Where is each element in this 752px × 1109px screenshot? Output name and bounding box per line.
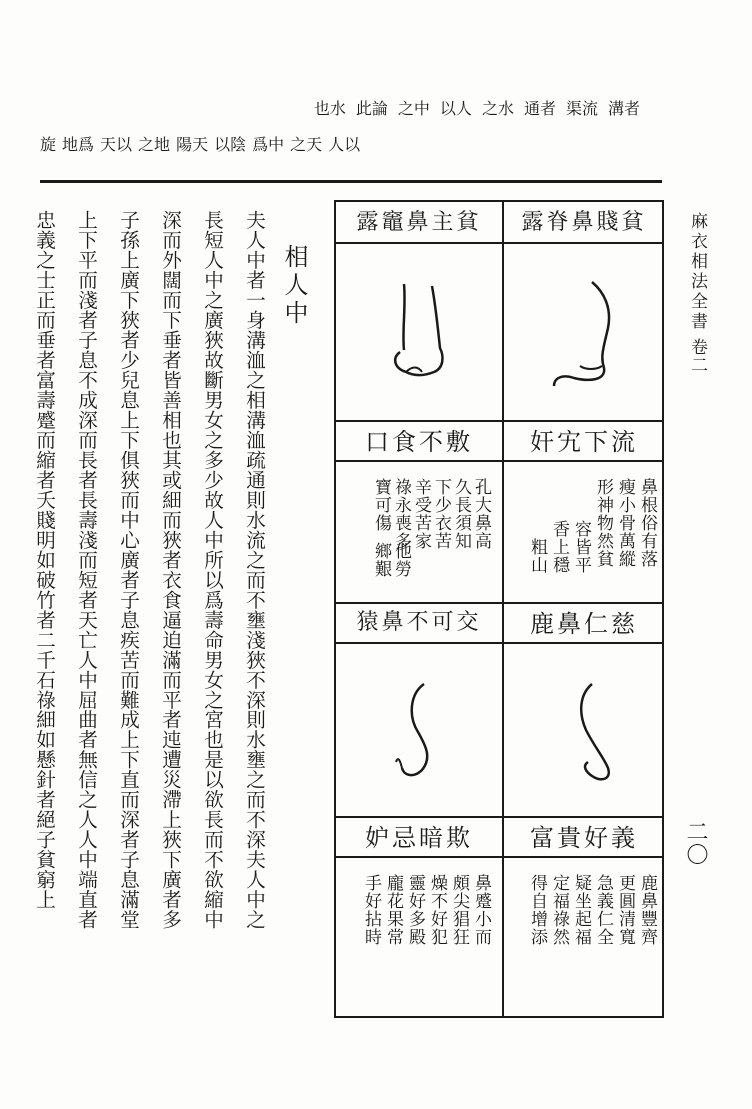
annotation-cell: 人以 xyxy=(328,135,361,154)
diagram-title-bottom: 妒忌暗欺 xyxy=(365,824,473,852)
title-rule xyxy=(336,816,662,818)
poem-column: 龐花果常 xyxy=(383,874,403,946)
annotation-cell: 之天 xyxy=(290,135,323,154)
title-rule xyxy=(336,420,662,422)
annotation-cell: 此論 xyxy=(355,99,388,118)
annotation-cell: 之水 xyxy=(481,99,514,118)
poem-column: 形神物然貧 xyxy=(593,478,613,568)
diagram-grid xyxy=(334,200,664,1018)
poem-column: 得自增添 xyxy=(527,874,547,946)
title-rule xyxy=(336,856,662,858)
title-rule xyxy=(336,460,662,462)
annotation-cell: 地爲 xyxy=(62,135,95,154)
body-column: 上下平而淺者子息不成深而長者長壽淺而短者天亡人中屈曲者無信之人人中端直者 xyxy=(74,210,98,930)
annotation-cell: 爲中 xyxy=(252,135,285,154)
body-column: 夫人中者一身溝洫之相溝洫疏通則水流之而不壅淺狹不深則水壅之而不深夫人中之 xyxy=(242,210,266,930)
poem-column: 辛受苦家 xyxy=(411,478,431,550)
book-title: 麻衣相法全書 xyxy=(687,212,707,332)
body-column: 子孫上廣下狹者少兒息上下俱狹而中心廣者子息疾苦而難成上下直而深者子息滿堂 xyxy=(116,210,140,930)
poem-column: 手好拈時 xyxy=(361,874,381,946)
poem-column: 容皆平 xyxy=(571,520,591,574)
poem-column: 香上穩 xyxy=(549,520,569,574)
body-column: 長短人中之廣狹故斷男女之多少故人中所以爲壽命男女之宮也是以欲長而不欲縮中 xyxy=(200,210,224,930)
poem-column: 燥不好犯 xyxy=(427,874,447,946)
nose-diagram-stove xyxy=(382,276,462,396)
poem-column: 寶可傷 xyxy=(371,478,391,532)
poem-column: 鄉艱 xyxy=(371,542,391,578)
body-column: 深而外闊而下垂者皆善相也其或細而狹者衣食逼迫滿而平者迍遭災滯上狹下廣者多 xyxy=(158,210,182,930)
poem-column: 鼻蹙小而 xyxy=(471,874,491,946)
annotation-cell: 渠流 xyxy=(565,99,598,118)
poem-column: 定福祿然 xyxy=(549,874,569,946)
poem-column: 急義仁全 xyxy=(593,874,613,946)
center-divider xyxy=(502,202,504,1016)
title-rule xyxy=(336,242,662,244)
section-rule xyxy=(336,602,662,604)
diagram-title-top: 露脊鼻賤貧 xyxy=(521,210,647,235)
poem-column: 更圓清寬 xyxy=(615,874,635,946)
top-annotation xyxy=(40,96,640,166)
annotation-group-a xyxy=(314,96,640,119)
diagram-title-bottom: 口食不敷 xyxy=(365,428,473,456)
diagram-title-bottom: 富貴好義 xyxy=(530,824,638,852)
header-rule xyxy=(40,180,662,183)
annotation-cell: 天以 xyxy=(100,135,133,154)
annotation-cell: 以陰 xyxy=(214,135,247,154)
annotation-cell: 溝者 xyxy=(607,99,640,118)
diagram-title-top: 猿鼻不可交 xyxy=(356,610,482,635)
poem-column: 粗山 xyxy=(527,538,547,574)
nose-diagram-deer xyxy=(562,676,632,786)
body-column: 忠義之士正而垂者富壽蹙而縮者夭賤明如破竹者二千石祿細如懸針者絕子貧窮上 xyxy=(32,210,56,910)
annotation-cell: 之地 xyxy=(138,135,171,154)
diagram-title-top: 露竈鼻主貧 xyxy=(356,210,482,235)
poem-column: 他勞 xyxy=(391,542,411,578)
poem-column: 頗尖猖狂 xyxy=(449,874,469,946)
diagram-title-bottom: 奸宄下流 xyxy=(530,428,638,456)
nose-diagram-ape xyxy=(392,676,462,786)
section-title: 相人中 xyxy=(280,244,308,328)
poem-column: 下少衣苦 xyxy=(431,478,451,550)
annotation-group-b xyxy=(40,132,360,155)
annotation-cell: 陽天 xyxy=(176,135,209,154)
annotation-cell: 也水 xyxy=(313,99,346,118)
diagram-title-top: 鹿鼻仁慈 xyxy=(530,610,638,638)
volume-label: 卷二 xyxy=(687,338,707,374)
poem-column: 瘦小骨萬縱 xyxy=(615,478,635,568)
nose-diagram-ridge xyxy=(546,274,626,394)
poem-column: 久長須知 xyxy=(451,478,471,550)
poem-column: 孔大鼻高 xyxy=(471,478,491,550)
poem-column: 祿永喪多 xyxy=(391,478,411,550)
poem-column: 靈好多殿 xyxy=(405,874,425,946)
annotation-cell: 之中 xyxy=(397,99,430,118)
page-number: 二〇 xyxy=(683,820,708,866)
poem-column: 疑坐起福 xyxy=(571,874,591,946)
annotation-cell: 通者 xyxy=(523,99,556,118)
title-rule xyxy=(336,642,662,644)
annotation-cell: 旋 xyxy=(40,135,57,154)
poem-column: 鼻根俗有落 xyxy=(637,478,657,568)
poem-column: 鹿鼻豐齊 xyxy=(637,874,657,946)
annotation-cell: 以人 xyxy=(439,99,472,118)
